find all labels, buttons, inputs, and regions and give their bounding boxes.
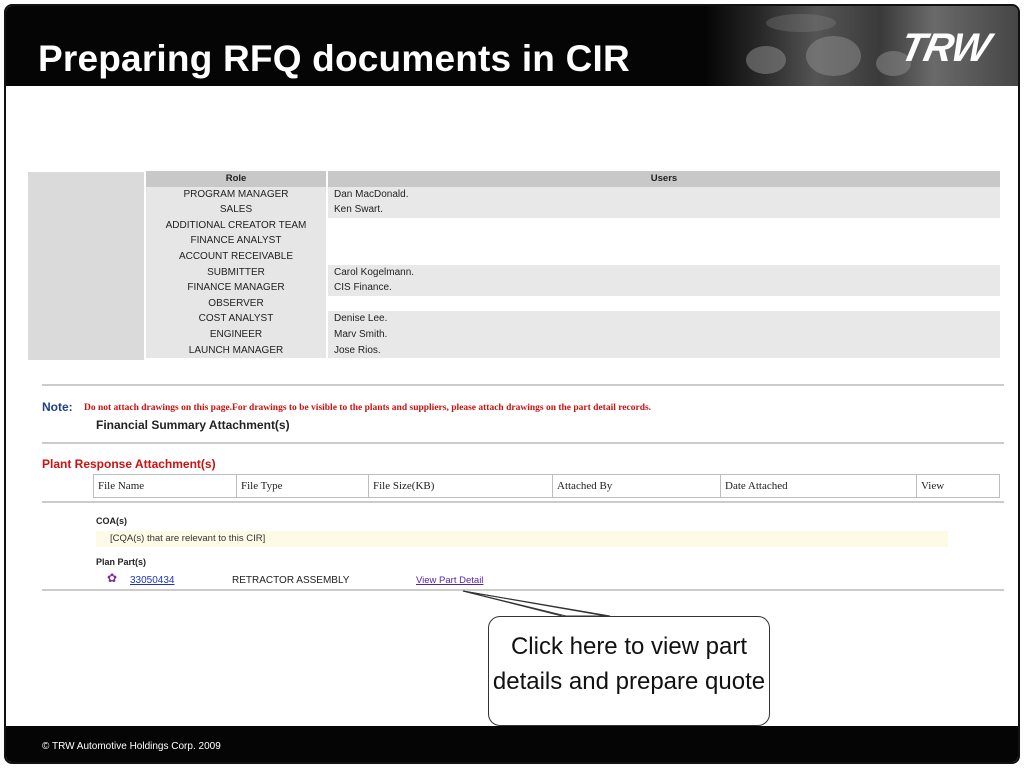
- users-cell: Marv Smith.: [328, 327, 1000, 343]
- users-cell: Jose Rios.: [328, 343, 1000, 359]
- note-text: Do not attach drawings on this page.For drawings to be visible to the plants and suppliers, please attach drawings on the part detail records.: [84, 403, 652, 413]
- role-column-header: Role: [146, 171, 326, 187]
- role-cell: ADDITIONAL CREATOR TEAM: [146, 218, 326, 234]
- column-header-file-name: File Name: [94, 475, 237, 497]
- slide-frame: [4, 4, 1020, 764]
- role-cell: ENGINEER: [146, 327, 326, 343]
- gear-icon: ✿: [107, 571, 118, 585]
- slide-footer: [6, 726, 1018, 762]
- note-label: Note:: [42, 400, 73, 414]
- role-cell: ACCOUNT RECEIVABLE: [146, 249, 326, 265]
- role-cell: OBSERVER: [146, 296, 326, 312]
- slide-title: Preparing RFQ documents in CIR: [38, 38, 630, 79]
- plan-parts-heading: Plan Part(s): [96, 557, 147, 567]
- copyright-text: © TRW Automotive Holdings Corp. 2009: [42, 741, 221, 752]
- column-header-date-attached: Date Attached: [721, 475, 917, 497]
- coa-heading: COA(s): [96, 516, 127, 526]
- role-cell: SALES: [146, 202, 326, 218]
- users-cell: Carol Kogelmann.: [328, 265, 1000, 281]
- plant-response-heading: Plant Response Attachment(s): [42, 457, 216, 471]
- part-name: RETRACTOR ASSEMBLY: [232, 575, 350, 586]
- column-header-attached-by: Attached By: [553, 475, 721, 497]
- coa-text: [CQA(s) that are relevant to this CIR]: [110, 533, 266, 544]
- callout-box: Click here to view part details and prepare quote: [488, 616, 770, 726]
- view-part-detail-link[interactable]: View Part Detail: [416, 575, 484, 586]
- role-cell: FINANCE MANAGER: [146, 280, 326, 296]
- users-cell: Ken Swart.: [328, 202, 1000, 218]
- users-cell: CIS Finance.: [328, 280, 1000, 296]
- column-header-file-size: File Size(KB): [369, 475, 553, 497]
- part-number-link[interactable]: 33050434: [130, 575, 175, 586]
- role-cell: LAUNCH MANAGER: [146, 343, 326, 359]
- column-header-view: View: [921, 480, 945, 492]
- financial-summary-heading: Financial Summary Attachment(s): [96, 418, 290, 432]
- role-cell: PROGRAM MANAGER: [146, 187, 326, 203]
- role-cell: COST ANALYST: [146, 311, 326, 327]
- role-cell: FINANCE ANALYST: [146, 233, 326, 249]
- users-column-header: Users: [328, 171, 1000, 187]
- users-cell: Denise Lee.: [328, 311, 1000, 327]
- trw-logo: TRW: [896, 26, 993, 70]
- users-cell: Dan MacDonald.: [328, 187, 1000, 203]
- role-cell: SUBMITTER: [146, 265, 326, 281]
- column-header-file-type: File Type: [237, 475, 369, 497]
